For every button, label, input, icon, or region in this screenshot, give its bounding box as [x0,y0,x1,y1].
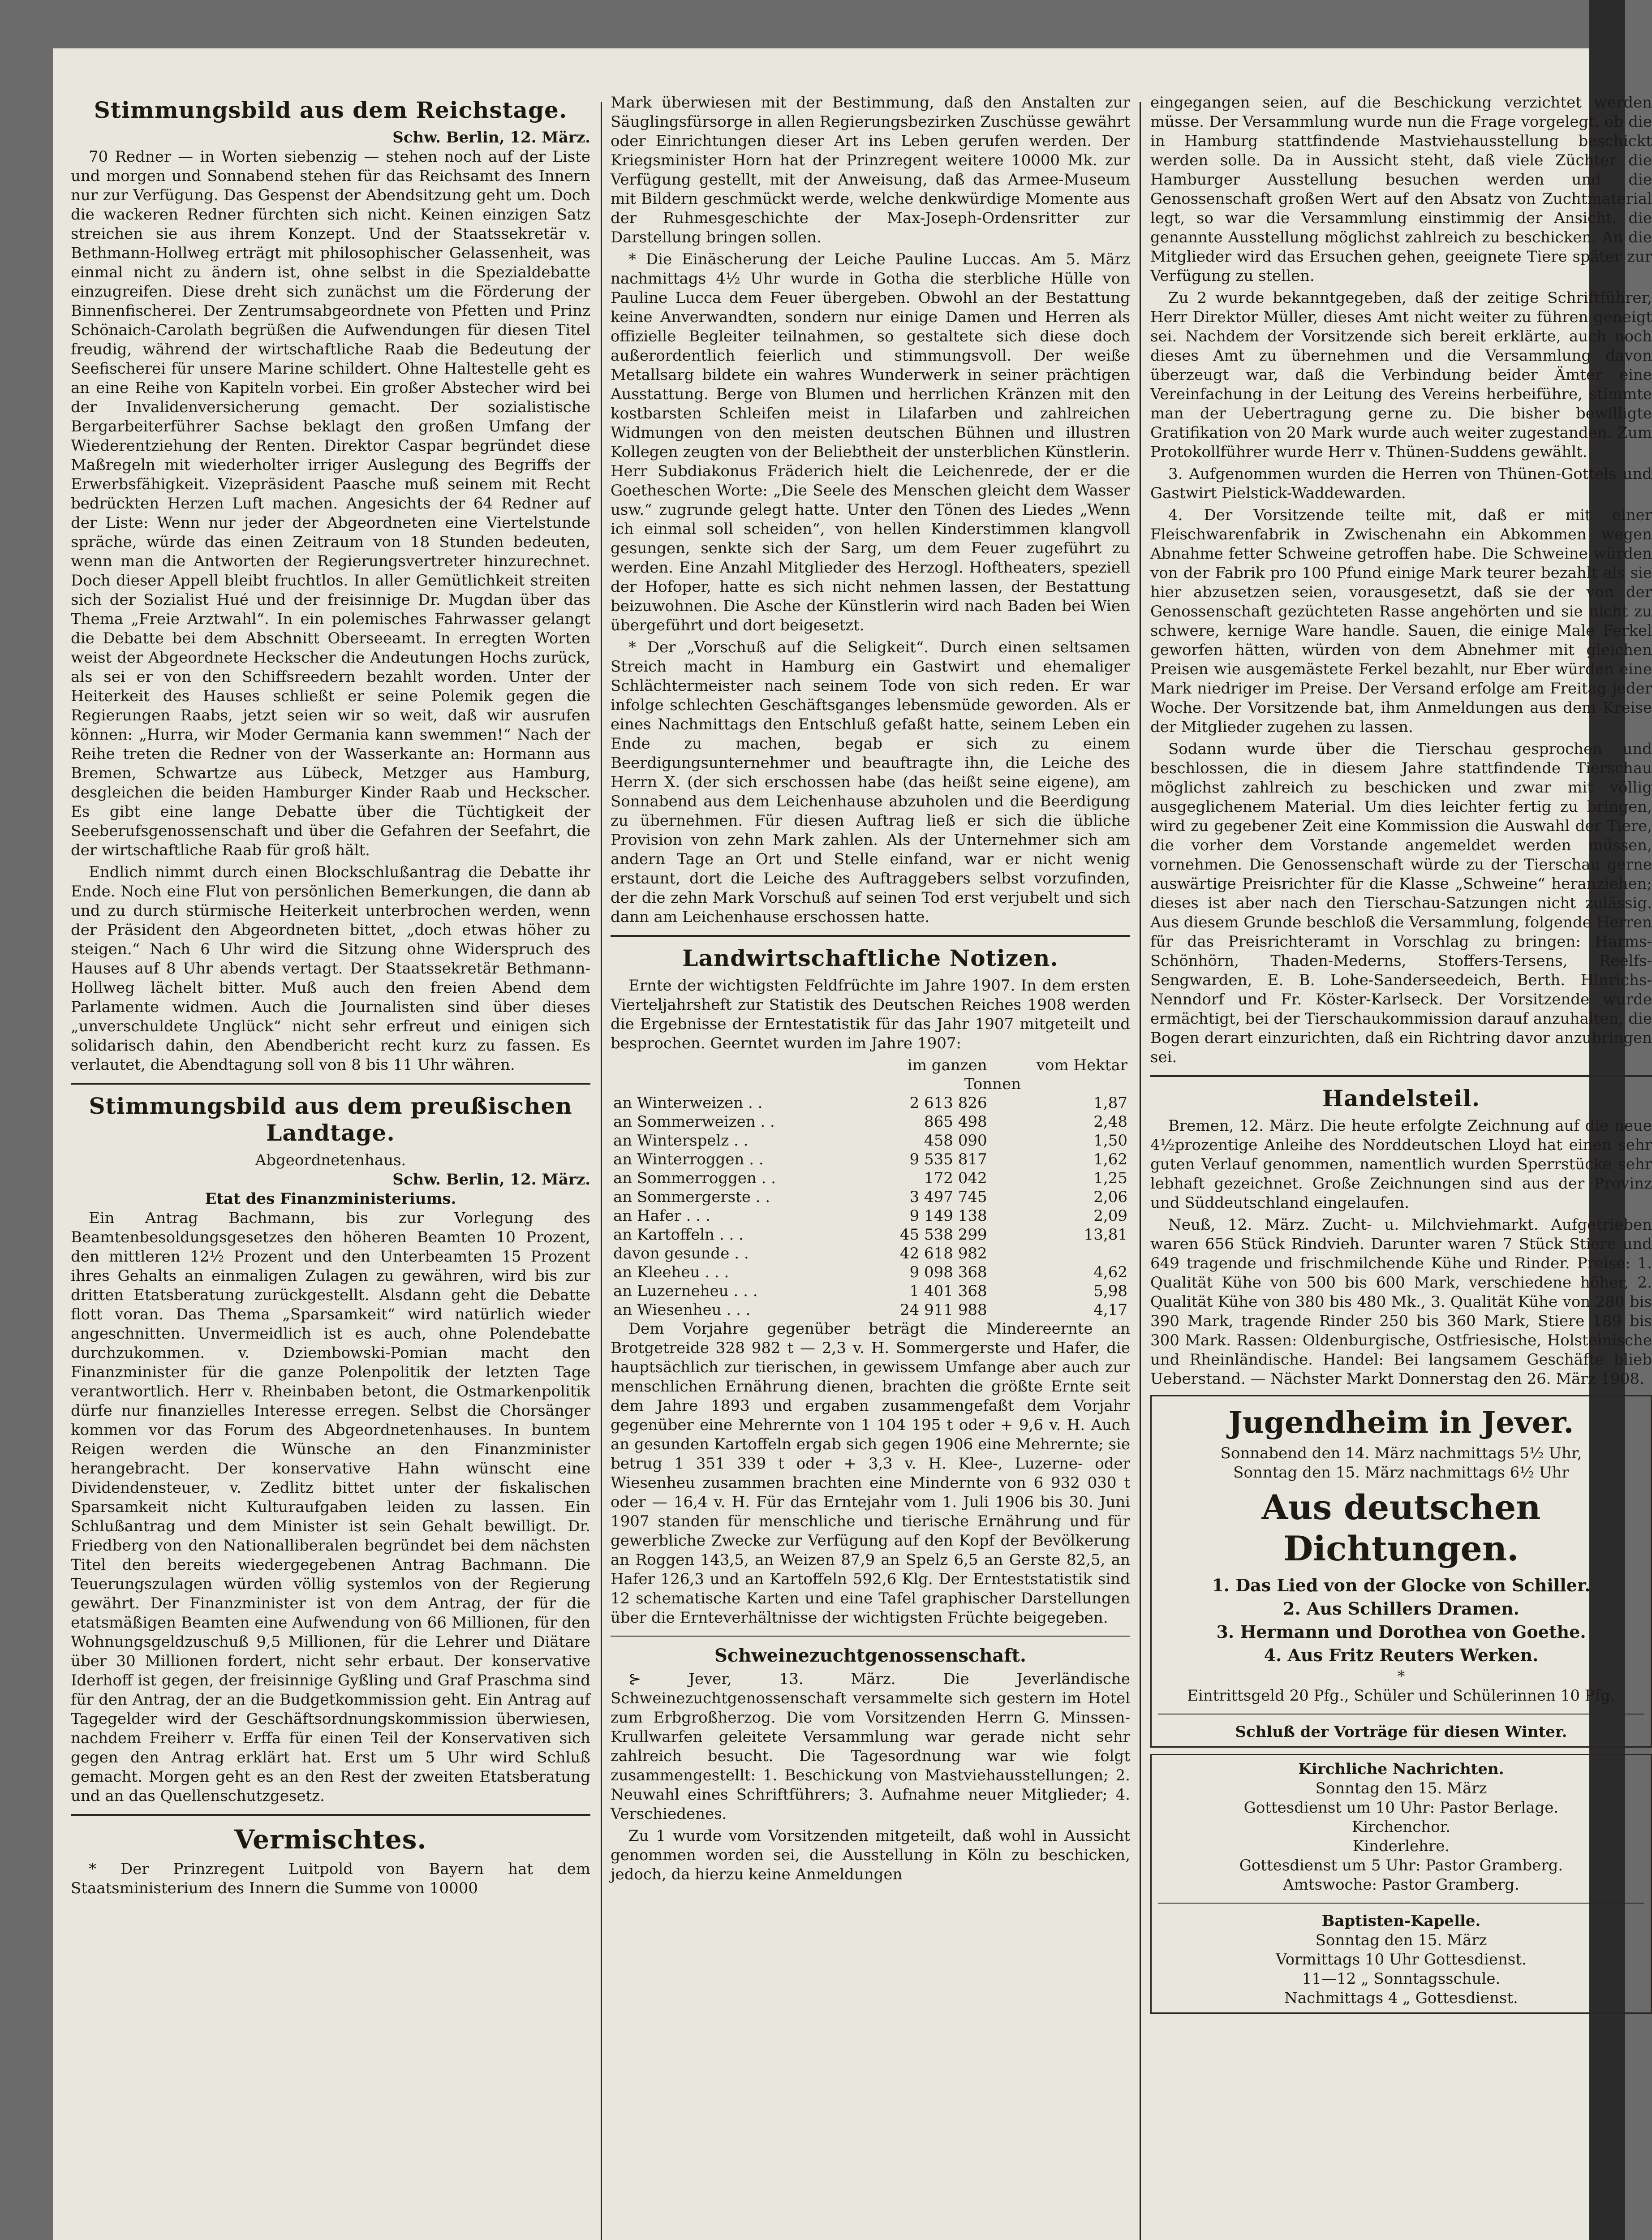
ernte-paragraph: Ernte der wichtigsten Feldfrüchte im Jahre 1907. In dem ersten Vierteljahrsheft zur Statistik des Deutschen Reiches 1908 werden die Ergebnisse der Erntestatistik für das Jahr 1907 mitgeteilt und besprochen. Geerntet wurden im Jahre 1907: [611,977,1130,1052]
baptist-line: Nachmittags 4 „ Gottesdienst. [1284,1989,1518,2007]
church-line: Sonntag den 15. März [1315,1779,1487,1797]
table-row [611,1188,1130,1206]
reichstag-title: Stimmungsbild aus dem Reichstage. [94,97,568,123]
schwein-paragraph: 4. Der Vorsitzende teilte mit, daß er mit einer Fleischwarenfabrik in Zwischenahn ein Abkommen wegen Abnahme fetter Schweine getroffen habe. Die Schweine würden von der Fabrik pro 100 Pfund einige Mark teurer bezahlt als sie hier abzusetzen seien, vorausgesetzt, daß sie der von der Genossenschaft gezüchteten Rasse angehörten und sie nicht zu schwere, kernige Ware handle. Sauen, die einige Male Ferkel geworfen hätten, würden von dem Abnehmer mit gleichen Preisen wie ausgemästete Ferkel bezahlt, nur Eber würden eine Mark niedriger im Preise. Der Versand erfolge am Freitag jeder Woche. Der Vorsitzende bat, ihm Anmeldungen aus dem Kreise der Mitglieder zugehen zu lassen. [1150,506,1652,736]
church-notices [1150,1754,1652,2014]
schwein-paragraph: Sodann wurde über die Tierschau gesprochen und beschlossen, die in diesem Jahre stattfindende Tierschau möglichst zahlreich zu beschicken und zwar mit völlig ausgeglichenem Material. Um dies leichter fertig zu bringen, wird zu gegebener Zeit eine Kommission die Auswahl der Tiere, die vorher dem Vorstande angemeldet werden müssen, vornehmen. Die Genossenschaft würde zu der Tierschau gerne auswärtige Preisrichter für die Klasse „Schweine“ heranziehen; dieses ist aber nach den Tierschau-Satzungen nicht zulässig. Aus diesem Grunde beschloß die Versammlung, folgende Herren für das Preisrichteramt in Vorschlag zu bringen: Harms-Schönhörn, Thaden-Mederns, Stoffers-Tersens, Reelfs-Sengwarden, E. B. Lohe-Sanderseedeich, Berth. Hinrichs-Nenndorf und Fr. Köster-Karlseck. Der Vorsitzende wurde ermächtigt, bei der Tierschaukommission darauf anzuhalten, die Bogen derart einzurichten, daß ein Richtring davor anzubringen sei. [1150,740,1652,1066]
table-cell-per [990,1244,1130,1263]
table-cell-label: an Kartoffeln . . . [613,1226,744,1244]
table-row [611,1244,1130,1263]
table-header-blank [611,1056,855,1075]
table-cell-per: 1,87 [1093,1094,1127,1112]
vermischtes-paragraph: * Der Prinzregent Luitpold von Bayern hat dem Staatsministerium des Innern die Summe von 10000 [71,1860,590,1897]
schwein-title: Schweinezuchtgenossenschaft. [714,1645,1026,1666]
landwirtschaft-title: Landwirtschaftliche Notizen. [682,945,1058,971]
bremen-paragraph: Bremen, 12. März. Die heute erfolgte Zeichnung auf die neue 4½prozentige Anleihe des Norddeutschen Lloyd hat einen sehr guten Verlauf genommen, namentlich wurden Sperrstücke sehr lebhaft gezeichnet. Große Zeichnungen sind aus der Provinz und Süddeutschland eingelaufen. [1150,1117,1652,1212]
table-cell-per: 2,48 [1093,1113,1127,1131]
column-rule [1140,102,1141,2240]
jugendheim-title: Jugendheim in Jever. [1228,1405,1574,1440]
lucca-paragraph: * Die Einäscherung der Leiche Pauline Luccas. Am 5. März nachmittags 4½ Uhr wurde in Gotha die sterbliche Hülle von Pauline Lucca dem Feuer übergeben. Obwohl an der Bestattung keine Anverwandten, sondern nur einige Damen und Herren als offizielle Begleiter teilnahmen, so gestaltete sich diese doch außerordentlich feierlich und stimmungsvoll. Der weiße Metallsarg bildete ein wahres Wunderwerk in seiner prächtigen Ausstattung. Berge von Blumen und herrlichen Kränzen mit den kostbarsten Schleifen meist in Lilafarben und zahlreichen Widmungen von den meisten deutschen Bühnen und illustren Kollegen zeugten von der Beliebtheit der unsterblichen Künstlerin. Herr Subdiakonus Fräderich hielt die Leichenrede, der er die Goetheschen Worte: „Die Seele des Menschen gleicht dem Wasser usw.“ zugrunde gelegt hatte. Unter den Tönen des Liedes „Wenn ich einmal soll scheiden“, von hellen Kinderstimmen klangvoll gesungen, senkte sich der Sarg, um dem Feuer zugeführt zu werden. Eine Anzahl Mitglieder des Herzogl. Hoftheaters, speziell der Hofoper, hatte es sich nicht nehmen lassen, der Bestattung beizuwohnen. Die Asche der Künstlerin wird nach Baden bei Wien übergeführt und dort beigesetzt. [611,250,1130,634]
table-cell-total: 9 098 368 [909,1263,987,1281]
church-line: Gottesdienst um 5 Uhr: Pastor Gramberg. [1239,1857,1563,1874]
church-line: Gottesdienst um 10 Uhr: Pastor Berlage. [1243,1799,1559,1817]
schwein-continuation: eingegangen seien, auf die Beschickung verzichtet werden müsse. Der Versammlung wurde nun die Frage vorgelegt, ob die in Hamburg stattfindende Mastviehausstellung beschickt werden solle. Da in Aussicht steht, daß viele Züchter die Hamburger Ausstellung besuchen werden und die Genossenschaft großen Wert auf den Absatz von Zuchtmaterial legt, so war die Versammlung einstimmig der Ansicht, die genannte Ausstellung möglichst zahlreich zu beschicken. An die Mitglieder wird das Ersuchen gehen, geeignete Tiere später zur Verfügung zu stellen. [1150,94,1652,285]
jugendheim-date-1: Sonnabend den 14. März nachmittags 5½ Uhr, [1220,1444,1582,1462]
table-row [611,1112,1130,1131]
table-cell-total: 2 613 826 [909,1094,987,1112]
harvest-table [611,1056,1130,1319]
table-row [611,1263,1130,1282]
table-cell-per: 1,50 [1093,1132,1127,1150]
table-cell-per: 4,62 [1093,1263,1127,1281]
program-item: 4. Aus Fritz Reuters Werken. [1264,1645,1539,1665]
ornament-star: * [1397,1667,1405,1685]
section-divider [71,1814,590,1816]
table-cell-label: an Winterroggen . . [613,1150,764,1168]
landtag-section-heading: Etat des Finanzministeriums. [205,1190,456,1208]
baptist-line: Vormittags 10 Uhr Gottesdienst. [1276,1951,1527,1969]
handelsteil-title: Handelsteil. [1322,1085,1480,1111]
column-3 [1150,93,1652,2240]
neuss-paragraph: Neuß, 12. März. Zucht- u. Milchviehmarkt. Aufgetrieben waren 656 Stück Rindvieh. Darunter waren 7 Stück Stiere und 649 tragende und frischmilchende Kühe und Rinder. Preise: 1. Qualität Kühe von 500 bis 600 Mark, verschiedene höher, 2. Qualität Kühe von 380 bis 480 Mk., 3. Qualität Kühe von 280 bis 390 Mark, tragende Rinder 250 bis 360 Mark, Stiere 189 bis 300 Mark. Rassen: Oldenburgische, Ostfriesische, Holsteinische und Rheinländische. Handel: Bei langsamem Geschäfte blieb Ueberstand. — Nächster Markt Donnerstag den 26. März 1908. [1150,1216,1652,1388]
reichstag-paragraph: Endlich nimmt durch einen Blockschlußantrag die Debatte ihr Ende. Noch eine Flut von persönlichen Bemerkungen, die dann ab und zu durch stürmische Heiterkeit unterbrochen werden, wenn der Präsident den Abgeordneten bittet, „doch etwas höher zu steigen.“ Nach 6 Uhr wird die Sitzung ohne Widerspruch des Hauses auf 8 Uhr abends vertagt. Der Staatssekretär Bethmann-Hollweg lächelt bitter. Muß auch den freien Abend dem Parlamente widmen. Auch die Journalisten sind über dieses „unverschuldete Unglück“ nicht sehr erfreut und einigen sich solidarisch dahin, den Abendbericht recht kurz zu fassen. Es verlautet, die Abendtagung soll von 8 bis 11 Uhr währen. [71,863,590,1074]
program-item: 2. Aus Schillers Dramen. [1283,1598,1519,1619]
table-cell-total: 42 618 982 [899,1245,987,1262]
baptist-line: 11—12 „ Sonntagsschule. [1302,1970,1501,1988]
table-cell-label: an Winterspelz . . [613,1132,749,1150]
schwein-paragraph: Zu 2 wurde bekanntgegeben, daß der zeitige Schriftführer, Herr Direktor Müller, dieses Amt nicht weiter zu führen geneigt sei. Nachdem der Vorsitzende sich bereit erklärte, auch noch dieses Amt zu übernehmen und die Versammlung davon überzeugt war, daß die Verbindung beider Ämter eine Vereinfachung in der Leitung des Vereins herbeiführe, stimmte man der Uebertragung gerne zu. Die bisher bewilligte Gratifikation von 20 Mark wurde auch weiter zugestanden. Zum Protokollführer wurde Herr v. Thünen-Suddens gewählt. [1150,289,1652,461]
section-divider [1150,1075,1652,1077]
jugendheim-ad [1150,1395,1652,1748]
table-cell-total: 458 090 [924,1132,987,1150]
church-line: Kirchenchor. [1351,1818,1451,1836]
table-cell-per: 1,25 [1093,1169,1127,1187]
jugendheim-date-2: Sonntag den 15. März nachmittags 6½ Uhr [1233,1464,1569,1482]
table-cell-total: 9 149 138 [909,1207,987,1225]
table-cell-per: 1,62 [1093,1150,1127,1168]
church-line: Kinderlehre. [1352,1837,1450,1855]
table-cell-label: an Wiesenheu . . . [613,1301,751,1319]
table-cell-label: an Kleeheu . . . [613,1263,729,1281]
column-rule [601,102,602,2240]
table-header-blank [611,1075,855,1094]
table-row [611,1282,1130,1301]
program-item: 3. Hermann und Dorothea von Goethe. [1216,1622,1586,1642]
season-end-note: Schluß der Vorträge für diesen Winter. [1235,1723,1567,1741]
table-row [611,1094,1130,1112]
section-divider [611,935,1130,937]
landtag-dateline: Schw. Berlin, 12. März. [392,1171,590,1189]
table-cell-total: 865 498 [924,1113,987,1131]
section-divider [71,1083,590,1085]
landtag-title: Stimmungsbild aus dem preußischen Landtage. [89,1093,572,1146]
vermischtes-continuation: Mark überwiesen mit der Bestimmung, daß den Anstalten zur Säuglingsfürsorge in allen Regierungsbezirken Zuschüsse gewährt oder Einrichtungen dieser Art ins Leben gerufen werden. Der Kriegsminister Horn hat der Prinzregent weitere 10000 Mk. zur Verfügung gestellt, mit der Anweisung, daß das Armee-Museum mit Bildern geschmückt werde, welche denkwürdige Momente aus der Ruhmesgeschichte der Max-Joseph-Ordensritter zur Darstellung bringen sollen. [611,94,1130,246]
table-cell-total: 172 042 [924,1169,987,1187]
table-cell-per: 2,09 [1093,1207,1127,1225]
table-row [611,1169,1130,1188]
table-cell-label: an Hafer . . . [613,1207,710,1225]
vermischtes-title: Vermischtes. [234,1824,427,1855]
table-row [611,1131,1130,1150]
ernte-paragraph-2: Dem Vorjahre gegenüber beträgt die Mindereernte an Brotgetreide 328 982 t — 2,3 v. H. Sommergerste und Hafer, die hauptsächlich zur tierischen, in gewissem Umfange aber auch zur menschlichen Ernährung dienen, brachten die größte Ernte seit dem Jahre 1893 und ergaben zusammengefaßt dem Vorjahr gegenüber eine Mehrernte von 1 104 195 t oder + 9,6 v. H. Auch an gesunden Kartoffeln ergab sich gegen 1906 eine Mehrernte; sie betrug 1 351 339 t oder + 3,3 v. H. Klee-, Luzerne- oder Wiesenheu zusammen brachten eine Mindernte von 6 932 030 t oder — 16,4 v. H. Für das Erntejahr vom 1. Juli 1906 bis 30. Juni 1907 standen für menschliche und tierische Ernährung und für gewerbliche Zwecke zur Verfügung auf den Kopf der Bevölkerung an Roggen 143,5, an Weizen 87,9 an Spelz 6,5 an Gerste 82,5, an Hafer 126,3 und an Kartoffeln 592,6 Klg. Der Ernteststatistik sind 12 schematische Karten und eine Tafel graphischer Darstellungen über die Ernteverhältnisse der wichtigsten Früchte beigegeben. [611,1320,1130,1627]
section-divider [611,1636,1130,1637]
dichtungen-title: Aus deutschen Dichtungen. [1261,1487,1541,1568]
table-header-unit: Tonnen [964,1075,1021,1093]
table-cell-per: 5,98 [1093,1282,1127,1300]
landtag-paragraph: Ein Antrag Bachmann, bis zur Vorlegung des Beamtenbesoldungsgesetzes den höheren Beamten 10 Prozent, den mittleren 12½ Prozent und den Unterbeamten 15 Prozent ihres Gehalts an einmaligen Zulagen zu gewähren, wird bis zur dritten Etatsberatung zurückgestellt. Alsdann geht die Debatte flott voran. Das Thema „Sparsamkeit“ wird natürlich wieder angeschnitten. Unvermeidlich ist es auch, ohne Polendebatte durchzukommen. v. Dziembowski-Pomian macht den Finanzminister für die ganze Polenpolitik der letzten Tage verantwortlich. Herr v. Rheinbaben betont, die Ostmarkenpolitik dürfe nur finanzielles Interesse erregen. Selbst die Chorsänger kommen vor das Forum des Abgeordnetenhauses. In buntem Reigen werden die Wünsche an den Finanzminister herangebracht. Der konservative Hahn wünscht eine Dividendensteuer, v. Zedlitz bittet unter der fiskalischen Sparsamkeit nicht Kulturaufgaben leiden zu lassen. Ein Schlußantrag und dem Minister ist sein Gehalt bewilligt. Dr. Friedberg von den Nationalliberalen begründet bei dem nächsten Titel den bereits wiedergegebenen Antrag Bachmann. Die Teuerungszulagen würden völlig systemlos von der Regierung gewährt. Der Finanzminister ist von dem Antrag, der für die etatsmäßigen Beamten eine Aufwendung von 66 Millionen, für den Wohnungsgeldzuschuß 9,5 Millionen, für die Lehrer und Diätare über 30 Millionen fordert, nicht sehr erbaut. Der konservative Iderhoff ist gegen, der freisinnige Gyßling und Graf Praschma sind für den Antrag, der an die Budgetkommission geht. Ein Antrag auf Tagegelder wird der Geschäftsordnungskommission überwiesen, nachdem Freiherr v. Erffa für einen Teil der Konservativen sich gegen den Antrag erklärt hat. Erst um 5 Uhr wird Schluß gemacht. Morgen geht es an den Rest der zweiten Etatsberatung und an das Quellenschutzgesetz. [71,1209,590,1805]
table-row [611,1206,1130,1225]
table-cell-per: 2,06 [1093,1188,1127,1206]
table-cell-label: an Sommergerste . . [613,1188,770,1206]
church-divider [1158,1903,1644,1904]
table-row [611,1225,1130,1244]
baptist-line: Sonntag den 15. März [1315,1931,1487,1949]
table-cell-label: an Sommerroggen . . [613,1169,776,1187]
table-cell-label: davon gesunde . . [613,1245,749,1262]
column-2 [611,93,1130,2240]
vorschuss-paragraph: * Der „Vorschuß auf die Seligkeit“. Durch einen seltsamen Streich macht in Hamburg ein Gastwirt und ehemaliger Schlächtermeister nach seinem Tode von sich reden. Er war infolge schlechten Geschäftsganges lebensmüde geworden. Als er eines Nachmittags den Entschluß gefaßt hatte, seinem Leben ein Ende zu machen, begab er sich zu einem Beerdigungsunternehmer und beauftragte ihn, die Leiche des Herrn X. (der sich erschossen habe (das heißt seine eigene), am Sonnabend aus dem Leichenhause abzuholen und die Beerdigung zu übernehmen. Für diesen Auftrag ließ er sich die übliche Provision von zehn Mark zahlen. Als der Unternehmer sich am andern Tage an Ort und Stelle einfand, war er nicht wenig erstaunt, dort die Leiche des Auftraggebers selbst vorzufinden, der die zehn Mark Vorschuß auf seinen Tod erst verjubelt und sich dann am Leichenhause erschossen hatte. [611,638,1130,926]
table-cell-label: an Luzerneheu . . . [613,1282,758,1300]
table-cell-total: 3 497 745 [909,1188,987,1206]
admission-fee: Eintrittsgeld 20 Pfg., Schüler und Schülerinnen 10 Pfg. [1187,1687,1615,1705]
schwein-paragraph: ⊱ Jever, 13. März. Die Jeverländische Schweinezuchtgenossenschaft versammelte sich gestern im Hotel zum Erbgroßherzog. Die vom Vorsitzenden Herrn G. Minssen-Krullwarfen geleitete Versammlung war gerade nicht sehr zahlreich besucht. Die Tagesordnung war wie folgt zusammengestellt: 1. Beschickung von Mastviehausstellungen; 2. Neuwahl eines Schriftführers; 3. Aufnahme neuer Mitglieder; 4. Verschiedenes. [611,1670,1130,1823]
table-cell-label: an Winterweizen . . [613,1094,763,1112]
table-cell-per: 13,81 [1084,1226,1127,1244]
church-line: Amtswoche: Pastor Gramberg. [1283,1876,1519,1894]
table-row [611,1150,1130,1169]
table-cell-per: 4,17 [1093,1301,1127,1319]
column-1 [71,93,590,2240]
table-row [611,1301,1130,1319]
table-cell-total: 1 401 368 [909,1282,987,1300]
baptist-title: Baptisten-Kapelle. [1321,1912,1481,1930]
table-cell-total: 45 538 299 [899,1226,987,1244]
landtag-subtitle: Abgeordnetenhaus. [255,1151,406,1169]
schwein-paragraph: 3. Aufgenommen wurden die Herren von Thünen-Gottels und Gastwirt Pielstick-Waddewarden. [1150,465,1652,502]
reichstag-paragraph: 70 Redner — in Worten siebenzig — stehen noch auf der Liste und morgen und Sonnabend stehen für das Reichsamt des Innern nur zur Verfügung. Das Gespenst der Abendsitzung geht um. Doch die wackeren Redner fürchten sich nicht. Keinen einzigen Satz streichen sie aus ihrem Konzept. Und der Staatssekretär v. Bethmann-Hollweg erträgt mit philosophischer Gelassenheit, was einmal nicht zu ändern ist, ohne selbst in die Spezialdebatte einzugreifen. Diese dreht sich zunächst um die Förderung der Binnenfischerei. Der Zentrumsabgeordnete von Pfetten und Prinz Schönaich-Carolath begrüßen die Aufwendungen für diesen Titel freudig, während der wirtschaftliche Raab die Bedeutung der Seefischerei für unsere Marine schildert. Ohne Haltestelle geht es an eine Reihe von Kapiteln vorbei. Ein großer Abstecher wird bei der Invalidenversicherung gemacht. Der sozialistische Bergarbeiterführer Sachse beklagt den großen Umfang der Wiederentziehung der Renten. Direktor Caspar begründet diese Maßregeln mit wiederholter irriger Auslegung des Begriffs der Erwerbsfähigkeit. Vizepräsident Paasche muß seinem mit Recht bedrückten Herzen Luft machen. Angesichts der 64 Redner auf der Liste: Wenn nur jeder der Abgeordneten eine Viertelstunde spräche, würde das einen Zeitraum von 18 Stunden bedeuten, wenn man die Antworten der Regierungsvertreter hinzurechnet. Doch dieser Appell bleibt fruchtlos. In aller Gemütlichkeit streiten sich der Sozialist Hué und der freisinnige Dr. Mugdan über das Thema „Freie Arztwahl“. In ein polemisches Fahrwasser gelangt die Debatte bei dem Abschnitt Oberseeamt. In erregten Worten weist der Abgeordnete Heckscher die Andeutungen Hochs zurück, als sei er von den Schiffsreedern bezahlt worden. Unter der Heiterkeit des Hauses schließt er seine Polemik gegen die Regierungen Raabs, jetzt seien wir so weit, daß wir ausrufen können: „Hurra, wir Moder Germania kann swemmen!“ Nach der Reihe treten die Redner von der Wasserkante an: Hormann aus Bremen, Schwartze aus Lübeck, Metzger aus Hamburg, desgleichen die beiden Hamburger Kinder Raab und Heckscher. Es gibt eine lange Debatte über die Tüchtigkeit der Seeberufsgenossenschaft und über die Gefahren der Seefahrt, die der wirtschaftliche Raab für groß hält. [71,148,590,859]
table-cell-total: 9 535 817 [909,1150,987,1168]
newspaper-page [53,48,1652,2240]
program-item: 1. Das Lied von der Glocke von Schiller. [1212,1575,1591,1595]
table-header-total: im ganzen [907,1056,987,1074]
reichstag-dateline: Schw. Berlin, 12. März. [392,129,590,146]
table-header-per-hectare: vom Hektar [1036,1056,1127,1074]
table-cell-label: an Sommerweizen . . [613,1113,775,1131]
table-cell-total: 24 911 988 [899,1301,987,1319]
schwein-paragraph: Zu 1 wurde vom Vorsitzenden mitgeteilt, daß wohl in Aussicht genommen worden sei, die Ausstellung in Köln zu beschicken, jedoch, da hierzu keine Anmeldungen [611,1827,1130,1883]
church-title: Kirchliche Nachrichten. [1298,1760,1504,1778]
